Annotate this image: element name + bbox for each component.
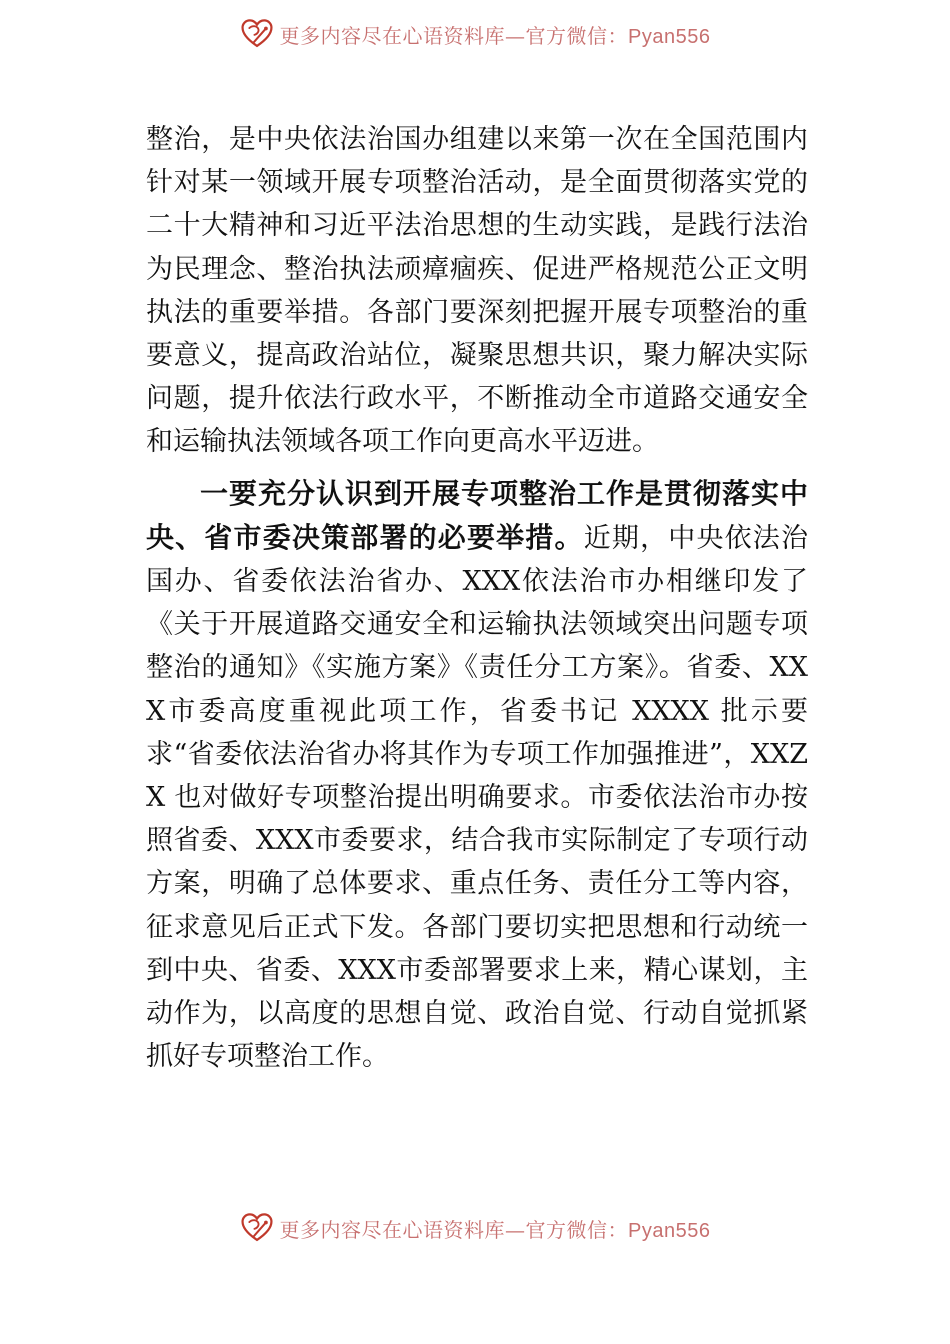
document-body [146, 118, 808, 1078]
banner-wechat-handle: Pyan556 [628, 25, 711, 48]
page-footer-banner [0, 1208, 950, 1248]
paragraph-2 [146, 472, 808, 1079]
banner-label: 更多内容尽在心语资料库—官方微信： [279, 23, 629, 48]
banner-wechat-handle: Pyan556 [628, 1219, 711, 1242]
paragraph-2-bold-lead: 一要充分认识到开展专项整治工作是贯彻落实中央、省市委决策部署的必要举措。 [146, 476, 808, 554]
heart-quill-logo-icon [240, 17, 274, 51]
banner-label: 更多内容尽在心语资料库—官方微信： [279, 1217, 629, 1242]
paragraph-1: 整治，是中央依法治国办组建以来第一次在全国范围内针对某一领域开展专项整治活动，是全面贯彻落实党的二十大精神和习近平法治思想的生动实践，是践行法治为民理念、整治执法顽瘴痼疾、促进严格规范公正文明执法的重要举措。各部门要深刻把握开展专项整治的重要意义，提高政治站位，凝聚思想共识，聚力解决实际问题，提升依法行政水平，不断推动全市道路交通安全和运输执法领域各项工作向更高水平迈进。 [146, 124, 808, 458]
paragraph-2-body: 近期，中央依法治国办、省委依法治省办、XXX依法治市办相继印发了《关于开展道路交通安全和运输执法领域突出问题专项整治的通知》《实施方案》《责任分工方案》。省委、XXX市委高度重视此项工作，省委书记 XXXX 批示要求“省委依法治省办将其作为专项工作加强推进”，XXZX 也对做好专项整治提出明确要求。市委依法治市办按照省委、XXX市委要求，结合我市实际制定了专项行动方案，明确了总体要求、重点任务、责任分工等内容，征求意见后正式下发。各部门要切实把思想和行动统一到中央、省委、XXX市委部署要求上来，精心谋划，主动作为，以高度的思想自觉、政治自觉、行动自觉抓紧抓好专项整治工作。 [146, 522, 808, 1073]
page-header-banner [0, 14, 950, 54]
heart-quill-logo-icon [240, 1211, 274, 1245]
